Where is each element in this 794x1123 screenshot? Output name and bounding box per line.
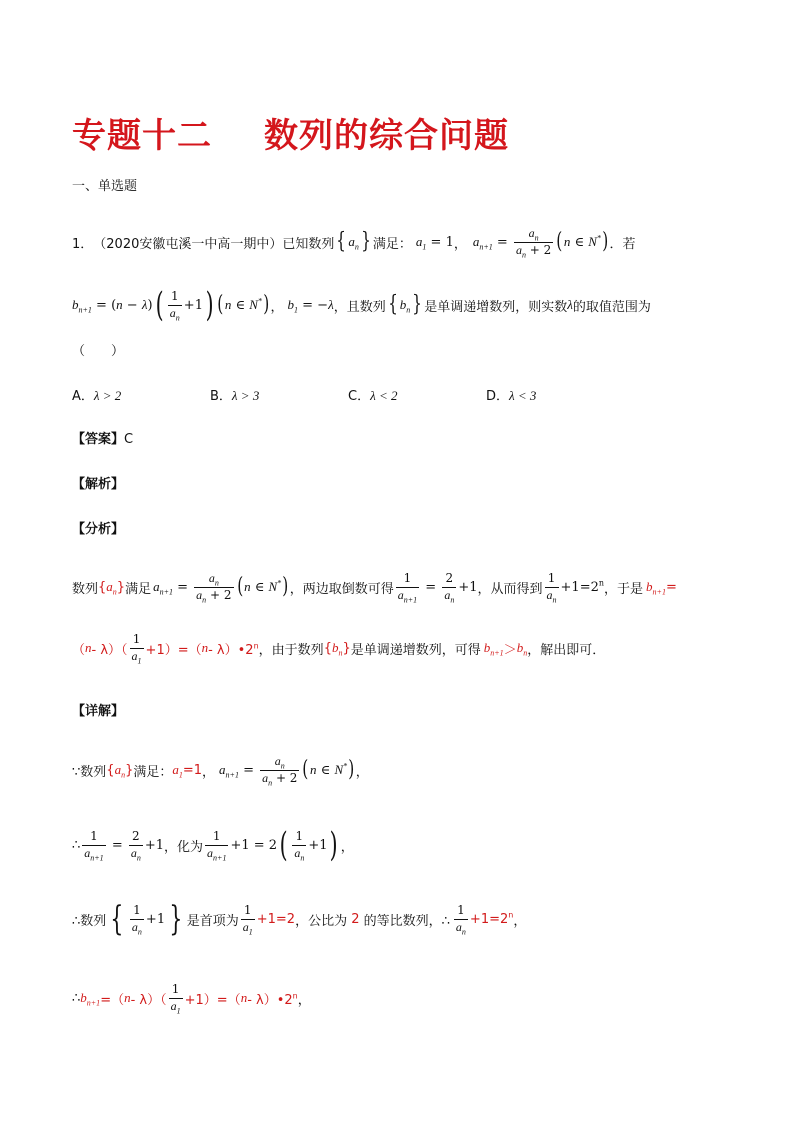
question-text: 的取值范围为 xyxy=(572,299,651,315)
question-line-1: 1． （2020安徽屯溪一中高一期中） 已知数列 { $a_n$ } 满足： $a_1$ = 1 ， $a_{n+1}$ = $\frac{a_n}{a_n + 2}$ ( n ∈ N* ) ． 若 xyxy=(72,225,636,259)
detail-line-3: ∴数列 { $\frac{1}{a_n}$ +1 } 是首项为 $\frac{1}{a_1}$ +1=2 ，公比为 2 的等比数列，∴ $\frac{1}{a_n}$ $+1=2^n$ ， xyxy=(72,899,527,939)
answer-value: C xyxy=(124,432,134,447)
detail-line-1: ∵数列 $\{a_n\}$ 满足： $a_1$ =1 ， $a_{n+1}$ = $\frac{a_n}{a_n + 2}$ ( n ∈ N* ) ， xyxy=(72,753,369,787)
option-a[interactable]: A．λ > 2 xyxy=(72,388,122,404)
option-d[interactable]: D．λ < 3 xyxy=(486,388,537,404)
option-b[interactable]: B．λ > 3 xyxy=(210,388,260,404)
analysis-label: 【解析】 xyxy=(72,477,125,492)
question-source: （2020安徽屯溪一中高一期中） xyxy=(93,236,283,252)
answer-line xyxy=(72,428,133,447)
question-text: 已知数列 xyxy=(282,236,335,252)
answer-label: 【答案】 xyxy=(72,432,125,447)
page-title xyxy=(72,108,509,157)
question-text: ，且数列 xyxy=(333,299,386,315)
fenxi-line-1: 数列 $\{a_n\}$ 满足 $a_{n+1}$ = $\frac{a_n}{a_n + 2}$ ( n ∈ N* ) ，两边取倒数可得 $\frac{1}{a_{n+1}}$ = $\frac{2}{a_n}$ +1 ，从而得到 $\frac{1}{a_n}$ $+1=2^n$ ， 于是 $b_{n+1}$ = xyxy=(72,570,677,604)
detail-line-2: ∴ $\frac{1}{a_{n+1}}$ = $\frac{2}{a_n}$ +1 ，化为 $\frac{1}{a_{n+1}}$ +1 = 2 ( $\frac{1}{a_n}$ +1 ) ， xyxy=(72,825,354,865)
fenxi-line-2: （ n - λ）（ $\frac{1}{a_1}$ +1）=（ n - λ）•2$^n$ ， 由于数列 $\{b_n\}$ 是单调递增数列，可得 $b_{n+1}$ ＞ $b_n$ ，解出即可． xyxy=(72,631,606,665)
detail-label: 【详解】 xyxy=(72,704,125,719)
question-line-2: $b_{n+1}$ = ( n − λ ) ( $\frac{1}{a_n}$ +1 ) ( n ∈ N* ) ， $b_1$ = − λ ，且数列 { $b_n$ } 是单调递增数列，则实数 λ 的取值范围为 xyxy=(72,285,651,325)
question-text: 满足： xyxy=(372,236,412,252)
fenxi-label: 【分析】 xyxy=(72,522,125,537)
section-heading: 一、单选题 xyxy=(72,179,138,194)
answer-blank: （ ） xyxy=(72,344,125,359)
option-c[interactable]: C．λ < 2 xyxy=(348,388,398,404)
question-text: 若 xyxy=(622,236,636,252)
title-part2: 数列的综合问题 xyxy=(264,116,509,156)
title-part1: 专题十二 xyxy=(72,116,212,156)
question-number: 1． xyxy=(72,236,94,252)
question-text: 是单调递增数列，则实数 xyxy=(424,299,568,315)
detail-line-4: ∴ $b_{n+1}$ =（ n - λ）（ $\frac{1}{a_1}$ +1）=（ n - λ）•2$^n$ ， xyxy=(72,981,311,1015)
